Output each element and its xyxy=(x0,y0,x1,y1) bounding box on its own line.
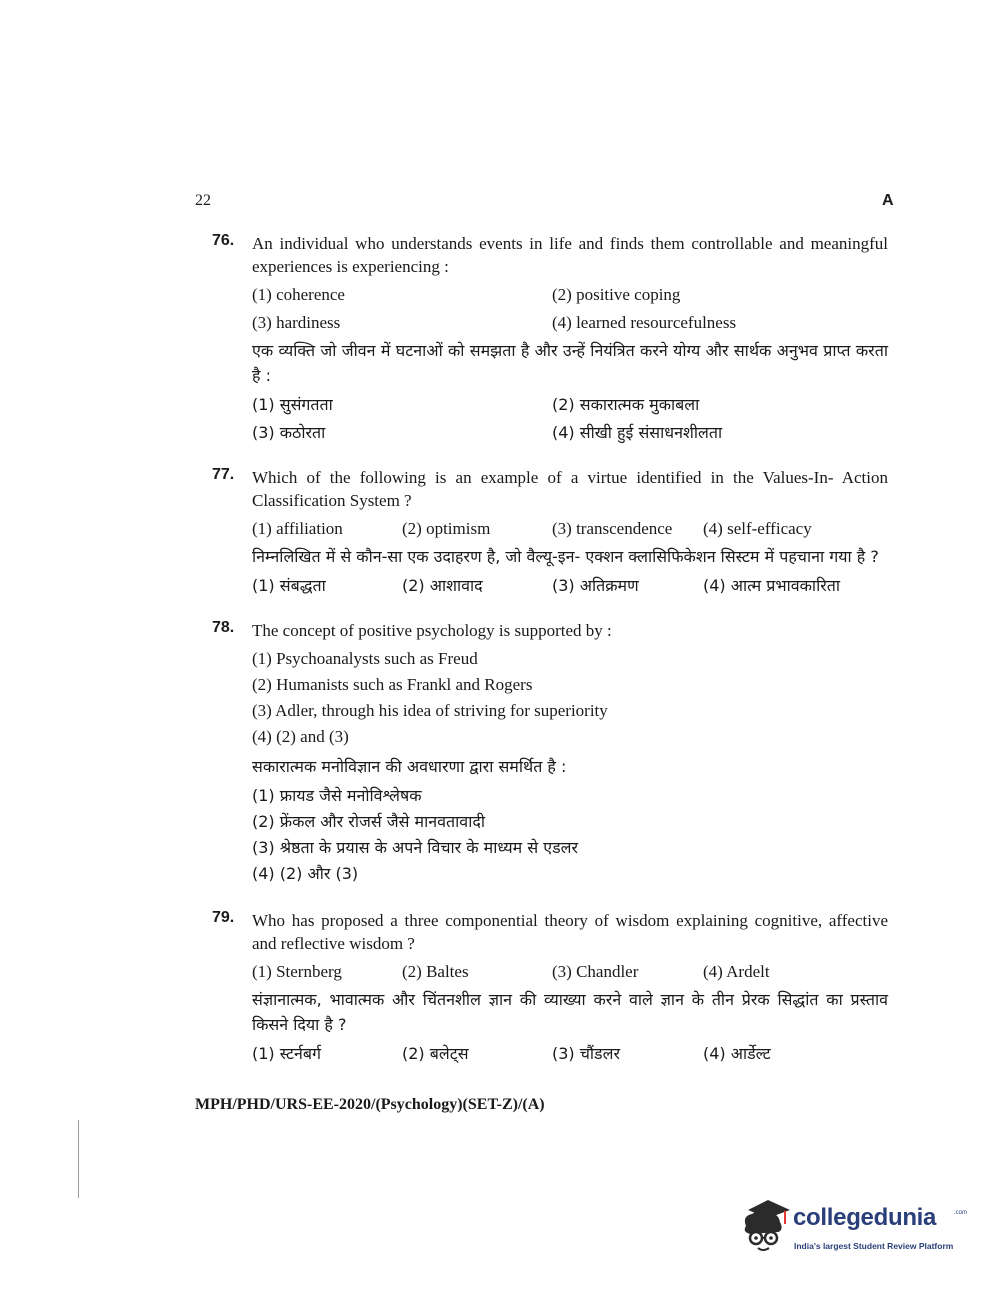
options-en xyxy=(252,961,888,983)
option: (2) आशावाद xyxy=(402,576,483,595)
option: (1) Psychoanalysts such as Freud xyxy=(252,649,478,668)
option: (2) positive coping xyxy=(552,285,681,304)
options-hi xyxy=(252,783,888,887)
logo-wordmark: collegedunia xyxy=(793,1204,937,1231)
option: (2) बलेट्स xyxy=(402,1044,469,1063)
question-text-en: Which of the following is an example of a virtue identified in the Values-In- Action Classification System ? xyxy=(252,468,888,510)
option: (3) अतिक्रमण xyxy=(552,576,639,595)
option: (1) Sternberg xyxy=(252,962,342,981)
option: (3) transcendence xyxy=(552,519,673,538)
question-number: 78. xyxy=(212,619,235,636)
option: (4) self-efficacy xyxy=(703,519,812,538)
option: (2) Humanists such as Frankl and Rogers xyxy=(252,675,533,694)
question-text-en: Who has proposed a three componential theory of wisdom explaining cognitive, affective and reflective wisdom ? xyxy=(252,911,888,953)
question-text-hi: संज्ञानात्मक, भावात्मक और चिंतनशील ज्ञान की व्याख्या करने वाले ज्ञान के तीन प्रेरक सिद्धांत का प्रस्ताव किसने दिया है ? xyxy=(252,990,888,1034)
option: (2) सकारात्मक मुकाबला xyxy=(552,395,700,414)
option: (2) Baltes xyxy=(402,962,469,981)
option: (4) learned resourcefulness xyxy=(552,313,737,332)
option: (1) संबद्धता xyxy=(252,576,326,595)
question-text-hi: निम्नलिखित में से कौन-सा एक उदाहरण है, जो वैल्यू-इन- एक्शन क्लासिफिकेशन सिस्टम में पहचाना गया है ? xyxy=(252,547,879,566)
option: (2) फ्रेंकल और रोजर्स जैसे मानवतावादी xyxy=(252,812,485,831)
question-text-en: The concept of positive psychology is supported by : xyxy=(252,621,612,640)
collegedunia-logo xyxy=(738,1196,968,1256)
question-77 xyxy=(212,466,888,597)
question-78 xyxy=(212,619,888,887)
question-text-hi: सकारात्मक मनोविज्ञान की अवधारणा द्वारा समर्थित है : xyxy=(252,757,567,776)
options-hi xyxy=(252,1043,888,1065)
option: (4) Ardelt xyxy=(703,962,770,981)
options-en xyxy=(252,284,888,334)
option: (3) चौंडलर xyxy=(552,1044,621,1063)
set-letter: A xyxy=(882,192,894,209)
question-76 xyxy=(212,232,888,444)
question-list xyxy=(212,232,888,1087)
option: (3) कठोरता xyxy=(252,423,326,442)
question-number: 77. xyxy=(212,466,235,483)
question-text-hi: एक व्यक्ति जो जीवन में घटनाओं को समझता है और उन्हें नियंत्रित करने योग्य और सार्थक अनुभव प्राप्त करता है : xyxy=(252,341,888,385)
logo-suffix: .com xyxy=(954,1210,968,1216)
question-79 xyxy=(212,909,888,1065)
page-number: 22 xyxy=(195,192,211,209)
mascot-icon xyxy=(738,1196,792,1256)
options-en xyxy=(252,646,888,750)
option: (4) (2) and (3) xyxy=(252,727,349,746)
option: (4) (2) और (3) xyxy=(252,864,359,883)
option: (4) आर्डेल्ट xyxy=(703,1044,771,1063)
option: (4) आत्म प्रभावकारिता xyxy=(703,576,841,595)
option: (3) hardiness xyxy=(252,313,341,332)
options-hi xyxy=(252,575,888,597)
option: (1) affiliation xyxy=(252,519,343,538)
question-text-en: An individual who understands events in life and finds them controllable and meaningful experiences is experiencing : xyxy=(252,234,888,276)
logo-tagline: India's largest Student Review Platform xyxy=(794,1241,954,1251)
options-hi xyxy=(252,394,888,444)
option: (1) स्टर्नबर्ग xyxy=(252,1044,322,1063)
option: (4) सीखी हुई संसाधनशीलता xyxy=(552,423,723,442)
question-number: 79. xyxy=(212,909,235,926)
options-en xyxy=(252,518,888,540)
option: (1) सुसंगतता xyxy=(252,395,333,414)
option: (3) श्रेष्ठता के प्रयास के अपने विचार के माध्यम से एडलर xyxy=(252,838,579,857)
option: (3) Chandler xyxy=(552,962,639,981)
option: (1) फ्रायड जैसे मनोविश्लेषक xyxy=(252,786,422,805)
option: (2) optimism xyxy=(402,519,491,538)
paper-code: MPH/PHD/URS-EE-2020/(Psychology)(SET-Z)/(A) xyxy=(195,1096,545,1113)
option: (3) Adler, through his idea of striving for superiority xyxy=(252,701,608,720)
option: (1) coherence xyxy=(252,285,345,304)
question-number: 76. xyxy=(212,232,235,249)
margin-line xyxy=(78,1120,79,1198)
